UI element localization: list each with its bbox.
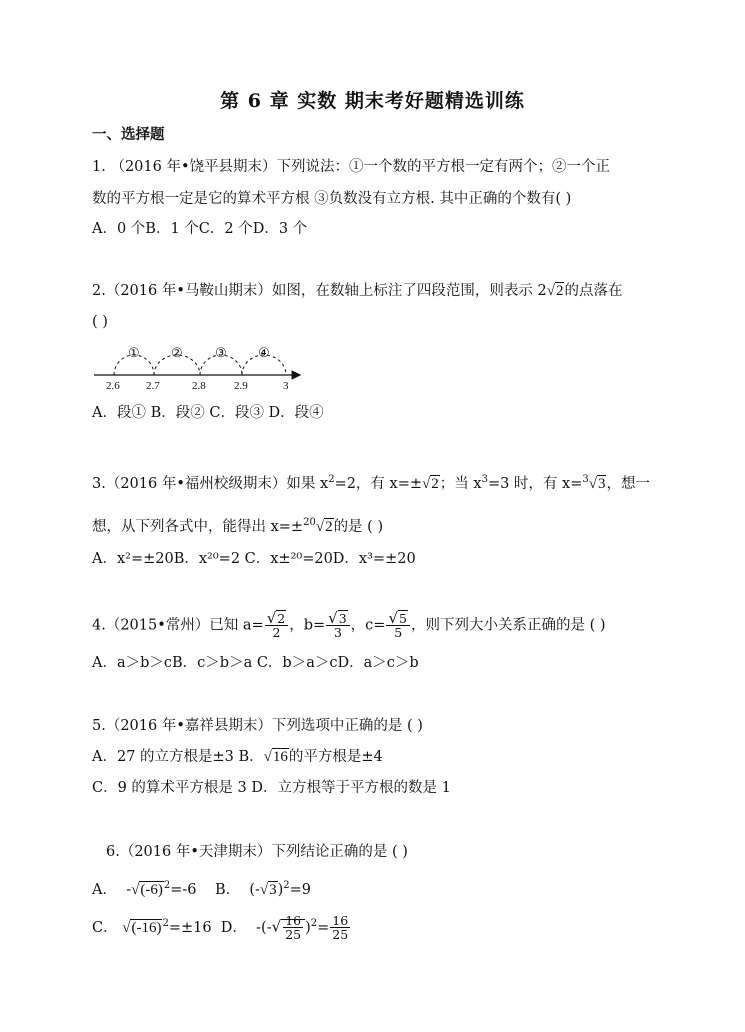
sqrt-expression: √16 xyxy=(263,749,288,765)
q6-text: = xyxy=(317,919,330,936)
q1-options: A．0 个B．1 个C．2 个D．3 个 xyxy=(92,221,308,237)
segment-label-2: ② xyxy=(171,345,183,360)
q6-exp: 2 xyxy=(310,918,318,929)
q3-text: 想，从下列各式中，能得出 x=± xyxy=(92,518,304,535)
fraction-a: $\frac{√2}{2}$ xyxy=(265,612,289,639)
cuberoot-expression: √3 xyxy=(588,475,606,492)
fraction-d xyxy=(283,914,303,941)
q3-radicand: 2 xyxy=(431,475,439,492)
q3-text: 的是 ( ) xyxy=(333,518,384,535)
q5-radicand: 16 xyxy=(272,749,288,765)
q3-root-index: 3 xyxy=(582,474,589,485)
q5-text: A．27 的立方根是±3 B． xyxy=(92,749,264,765)
q6-options-ab: A． $-√(-6)^2=-6$ B． $(-√3)^2=9$ xyxy=(92,880,312,898)
q6-label: C． xyxy=(92,919,118,936)
q4-options: A．a＞b＞cB．c＞b＞a C．b＞a＞cD．a＞c＞b xyxy=(92,655,419,671)
tick-label: 2.8 xyxy=(192,380,206,392)
q3-text: =3 时，有 x= xyxy=(487,475,583,492)
q5-options-cd: C．9 的算术平方根是 3 D．立方根等于平方根的数是 1 xyxy=(92,780,451,796)
q3-radicand: 2 xyxy=(325,518,333,535)
q4-b-num: 3 xyxy=(338,611,347,626)
q3-text: ，想一 xyxy=(606,475,650,492)
root-expression: √2 xyxy=(315,518,333,535)
q2-paren: ( ) xyxy=(92,314,108,330)
q3-exp: 3 xyxy=(481,474,488,485)
q4-text: ，b= xyxy=(289,617,326,634)
q2-stem xyxy=(92,281,622,301)
fraction-c: $\frac{√5}{5}$ xyxy=(386,612,410,639)
fraction-d-result xyxy=(330,914,350,941)
q6-r-num: 16 xyxy=(332,913,349,929)
q6-options-cd xyxy=(92,914,351,941)
q4-text: ，c= xyxy=(350,617,386,634)
q6-exp: 2 xyxy=(162,918,169,929)
q4-a-num: 2 xyxy=(277,611,286,626)
sqrt-expression: √3 xyxy=(259,881,277,898)
q3-options: A．x²=±20B．x²⁰=2 C．x±²⁰=20D．x³=±20 xyxy=(92,551,416,567)
q4-b-den: 3 xyxy=(333,625,342,640)
q6-d-den: 25 xyxy=(285,927,302,943)
q6-stem: 6.（2016 年•天津期末）下列结论正确的是 ( ) xyxy=(106,844,408,860)
q2-radicand: 2 xyxy=(555,283,564,299)
q6-radicand: (-16) xyxy=(131,919,162,936)
q6-radicand: (-6) xyxy=(140,881,163,898)
segment-label-3: ③ xyxy=(215,345,227,360)
q6-label: A． xyxy=(92,881,117,898)
fraction-b: $\frac{√3}{3}$ xyxy=(326,612,350,639)
tick-label: 2.9 xyxy=(234,380,248,392)
q6-r-den: 25 xyxy=(332,927,349,943)
number-line-figure xyxy=(92,340,312,392)
q3-stem-line2 xyxy=(92,513,383,537)
q6-d-num: 16 xyxy=(285,913,302,929)
q4-stem xyxy=(92,609,606,640)
sqrt-expression: √ $\frac{16}{25}$ xyxy=(272,914,305,941)
q5-stem: 5.（2016 年•嘉祥县期末）下列选项中正确的是 ( ) xyxy=(92,718,423,734)
q6-label: D． xyxy=(220,919,247,936)
q6-radicand: 3 xyxy=(269,881,277,898)
q6-label: B． xyxy=(214,881,241,898)
q5-text: 的平方根是±4 xyxy=(288,749,383,765)
q4-text: ，则下列大小关系正确的是 ( ) xyxy=(410,617,606,634)
page-title: 第 6 章 实数 期末考好题精选训练 xyxy=(220,90,525,112)
q4-text: 4.（2015•常州）已知 a= xyxy=(92,617,264,634)
segment-label-4: ④ xyxy=(258,345,270,360)
q6-text: ) xyxy=(305,919,311,936)
q6-text: =±16 xyxy=(168,919,212,936)
section-heading: 一、选择题 xyxy=(92,126,165,143)
q3-text: ；当 x xyxy=(439,475,482,492)
q3-text: =2，有 x=± xyxy=(334,475,423,492)
sqrt-expression: √(-16) xyxy=(122,919,162,936)
segment-label-1: ① xyxy=(128,345,140,360)
q2-options: A．段① B．段② C．段③ D．段④ xyxy=(92,405,324,421)
q2-stem-a: 2.（2016 年•马鞍山期末）如图，在数轴上标注了四段范围，则表示 2 xyxy=(92,283,547,299)
q3-radicand: 3 xyxy=(597,475,606,492)
q4-c-num: 5 xyxy=(399,611,407,626)
q5-options-ab xyxy=(92,747,383,767)
q6-text: =9 xyxy=(289,881,312,898)
q2-stem-b: 的点落在 xyxy=(564,283,623,299)
sqrt-expression: √2 xyxy=(546,283,564,299)
q6-exp: 2 xyxy=(283,880,290,891)
q6-text: (- xyxy=(249,881,260,898)
sqrt-expression: √(-6) xyxy=(131,881,163,898)
q3-stem-line1 xyxy=(92,470,650,494)
q1-stem-line1: 1. （2016 年•饶平县期末）下列说法：①一个数的平方根一定有两个；②一个正 xyxy=(92,159,611,175)
q1-stem-line2: 数的平方根一定是它的算术平方根 ③负数没有立方根. 其中正确的个数有( ) xyxy=(92,191,572,207)
tick-label: 3 xyxy=(283,380,289,392)
q3-text: 3.（2016 年•福州校级期末）如果 x xyxy=(92,475,329,492)
q6-text: -(- xyxy=(256,919,272,936)
q6-exp: 2 xyxy=(163,880,171,891)
sqrt-expression: √2 xyxy=(422,475,439,492)
q4-c-den: 5 xyxy=(394,625,403,640)
q6-text: ) xyxy=(277,881,284,898)
q4-a-den: 2 xyxy=(272,625,281,640)
tick-label: 2.6 xyxy=(106,380,120,392)
q3-exp: 2 xyxy=(328,474,335,485)
q6-text: =-6 xyxy=(170,881,197,898)
tick-label: 2.7 xyxy=(146,380,160,392)
q3-root-index: 20 xyxy=(303,517,316,528)
